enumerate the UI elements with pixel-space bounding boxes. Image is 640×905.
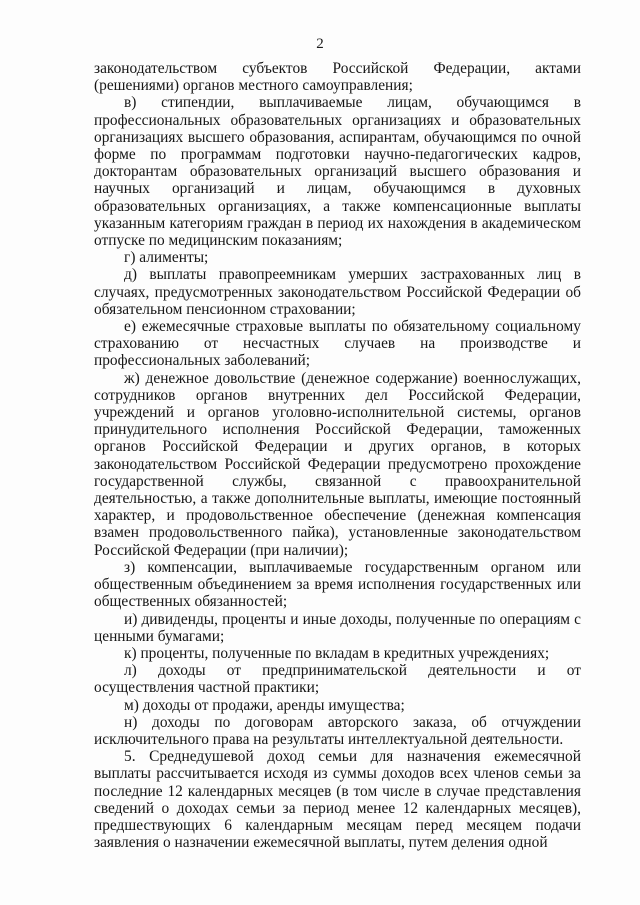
page-number: 2 <box>316 36 324 52</box>
paragraph-item-k: к) проценты, полученные по вкладам в кредитных учреждениях; <box>124 644 550 662</box>
paragraph-item-l: л) доходы от предпринимательской деятельности и от осуществления частной практики; <box>94 662 581 697</box>
paragraph-item-e: е) ежемесячные страховые выплаты по обязательному социальному страхованию от несчастных случаев на производстве и профессиональных заболеваний; <box>94 318 581 370</box>
paragraph-item-i: и) дивиденды, проценты и иные доходы, полученные по операциям с ценными бумагами; <box>94 610 581 645</box>
paragraph-section-5: 5. Среднедушевой доход семьи для назначения ежемесячной выплаты рассчитывается исходя из суммы доходов всех членов семьи за последние 12 календарных месяцев (в том числе в случае представления сведений о доходах семьи за период менее 12 календарных месяцев), предшествующих 6 календарным месяцам перед месяцем подачи заявления о назначении ежемесячной выплаты, путем деления одной <box>94 748 581 852</box>
paragraph-item-zh: ж) денежное довольствие (денежное содержание) военнослужащих, сотрудников органов внутренних дел Российской Федерации, учреждений и органов уголовно-исполнительной системы, органов принудительного исполнения Российской Федерации, таможенных органов Российской Федерации и других органов, в которых законодательством Российской Федерации предусмотрено прохождение государственной службы, связанной с правоохранительной деятельностью, а также дополнительные выплаты, имеющие постоянный характер, и продовольственное обеспечение (денежная компенсация взамен продовольственного пайка), установленные законодательством Российской Федерации (при наличии); <box>94 369 581 559</box>
paragraph-item-m: м) доходы от продажи, аренды имущества; <box>124 696 405 714</box>
paragraph-item-z: з) компенсации, выплачиваемые государственным органом или общественным объединением за время исполнения государственных или общественных обязанностей; <box>94 558 581 611</box>
document-body <box>94 60 581 851</box>
paragraph-item-d: д) выплаты правопреемникам умерших застрахованных лиц в случаях, предусмотренных законодательством Российской Федерации об обязательном пенсионном страховании; <box>94 266 581 318</box>
paragraph-continuation: законодательством субъектов Российской Федерации, актами (решениями) органов местного самоуправления; <box>94 60 581 95</box>
paragraph-item-g: г) алименты; <box>124 249 209 267</box>
paragraph-item-n: н) доходы по договорам авторского заказа, об отчуждении исключительного права на результаты интеллектуальной деятельности. <box>94 713 581 748</box>
paragraph-item-v: в) стипендии, выплачиваемые лицам, обучающимся в профессиональных образовательных организациях и образовательных организациях высшего образования, аспирантам, обучающимся по очной форме по программам подготовки научно-педагогических кадров, докторантам образовательных организаций высшего образования и научных организаций и лицам, обучающимся в духовных образовательных организациях, а также компенсационные выплаты указанным категориям граждан в период их нахождения в академическом отпуске по медицинским показаниям; <box>94 94 581 250</box>
